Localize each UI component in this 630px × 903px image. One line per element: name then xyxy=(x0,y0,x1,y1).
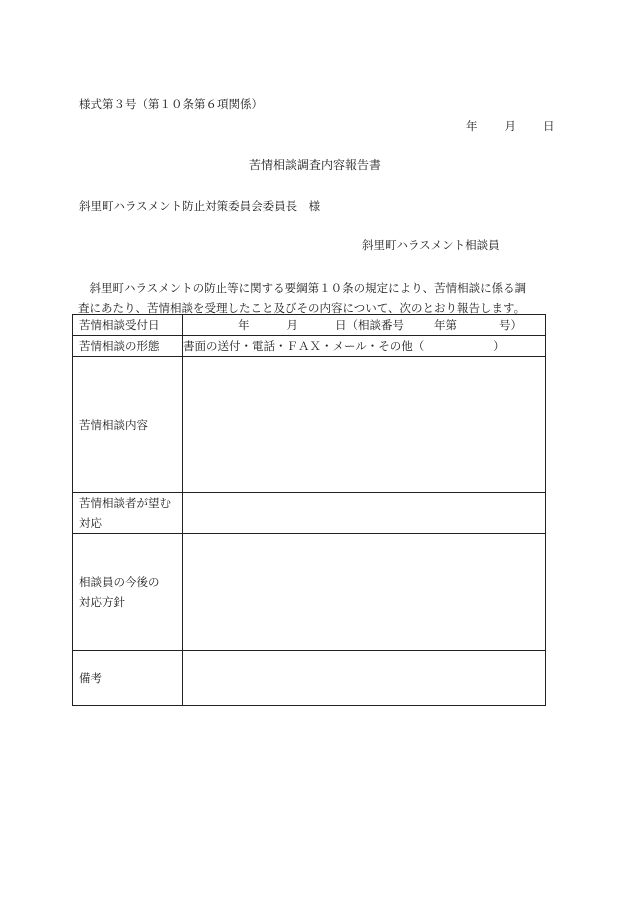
format-options[interactable]: 書面の送付・電話・ＦＡＸ・メール・その他（ ） xyxy=(183,336,546,357)
report-date-month: 月 xyxy=(504,119,516,133)
desired-response-field[interactable] xyxy=(183,493,546,534)
future-policy-label-line1: 相談員の今後の xyxy=(79,575,160,589)
consult-number-close: 号） xyxy=(499,318,522,332)
body-text xyxy=(78,278,553,318)
report-date-day: 日 xyxy=(543,119,555,133)
body-line-1: 斜里町ハラスメントの防止等に関する要綱第１０条の規定により、苦情相談に係る調 xyxy=(78,281,527,295)
received-date-label: 苦情相談受付日 xyxy=(73,315,183,336)
row-desired-response xyxy=(73,493,546,534)
row-future-policy xyxy=(73,534,546,651)
addressee: 斜里町ハラスメント防止対策委員会委員長 様 xyxy=(79,199,321,213)
body-line-2: 査にあたり、苦情相談を受理したこと及びその内容について、次のとおり報告します。 xyxy=(78,301,526,315)
received-year: 年 xyxy=(238,318,250,332)
future-policy-field[interactable] xyxy=(183,534,546,651)
form-number: 様式第３号（第１０条第６項関係） xyxy=(79,97,263,111)
row-received-date xyxy=(73,315,546,336)
received-date-field[interactable] xyxy=(183,315,546,336)
desired-response-label xyxy=(73,493,183,534)
desired-response-label-line2: 対応 xyxy=(79,516,102,530)
row-format xyxy=(73,336,546,357)
consult-number-open: （相談番号 xyxy=(346,318,404,332)
row-remarks xyxy=(73,651,546,706)
sender: 斜里町ハラスメント相談員 xyxy=(362,238,500,252)
future-policy-label xyxy=(73,534,183,651)
report-date xyxy=(466,119,555,133)
format-label: 苦情相談の形態 xyxy=(73,336,183,357)
consult-number-year: 年第 xyxy=(434,318,457,332)
report-table xyxy=(72,314,546,706)
row-content xyxy=(73,357,546,493)
future-policy-label-line2: 対応方針 xyxy=(79,595,125,609)
document-title: 苦情相談調査内容報告書 xyxy=(248,158,381,172)
received-month: 月 xyxy=(286,318,298,332)
content-field[interactable] xyxy=(183,357,546,493)
remarks-label: 備考 xyxy=(73,651,183,706)
content-label: 苦情相談内容 xyxy=(73,357,183,493)
report-date-year: 年 xyxy=(466,119,478,133)
received-day: 日 xyxy=(335,318,347,332)
remarks-field[interactable] xyxy=(183,651,546,706)
desired-response-label-line1: 苦情相談者が望む xyxy=(79,496,171,510)
